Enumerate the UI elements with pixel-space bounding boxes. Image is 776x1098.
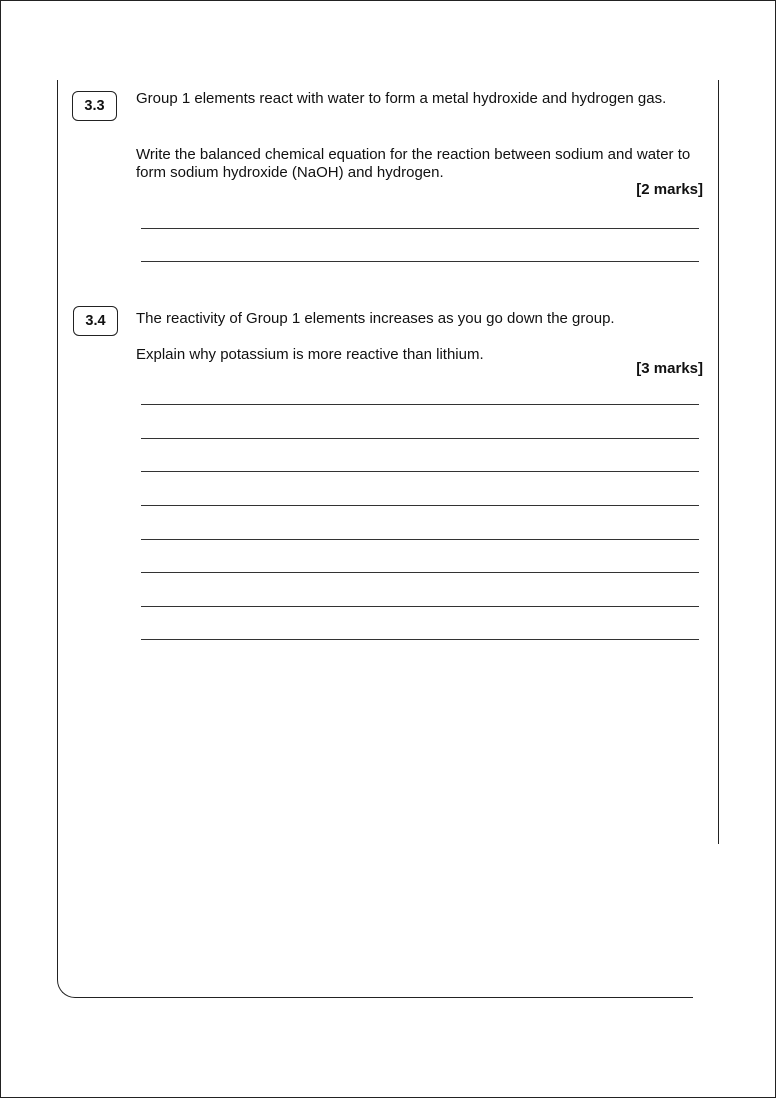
answer-line[interactable] <box>141 438 699 439</box>
answer-line[interactable] <box>141 639 699 640</box>
question-3-3-stem: Group 1 elements react with water to form a metal hydroxide and hydrogen gas. <box>136 90 667 107</box>
question-3-4-marks: [3 marks] <box>636 360 703 377</box>
question-3-3-marks: [2 marks] <box>636 181 703 198</box>
question-number-3-3: 3.3 <box>72 91 117 121</box>
answer-line[interactable] <box>141 606 699 607</box>
answer-line[interactable] <box>141 505 699 506</box>
answer-area-right-border <box>718 80 719 844</box>
answer-line[interactable] <box>141 404 699 405</box>
answer-line[interactable] <box>141 471 699 472</box>
answer-area-left-border <box>57 80 77 998</box>
answer-area-bottom-border <box>76 997 693 998</box>
answer-line[interactable] <box>141 228 699 229</box>
answer-line[interactable] <box>141 261 699 262</box>
answer-line[interactable] <box>141 572 699 573</box>
question-3-4-stem: The reactivity of Group 1 elements increases as you go down the group. <box>136 310 615 327</box>
question-3-4-task: Explain why potassium is more reactive than lithium. <box>136 346 484 363</box>
question-number-3-4: 3.4 <box>73 306 118 336</box>
answer-line[interactable] <box>141 539 699 540</box>
question-3-3-task: Write the balanced chemical equation for the reaction between sodium and water to form sodium hydroxide (NaOH) and hydrogen. <box>136 146 691 181</box>
